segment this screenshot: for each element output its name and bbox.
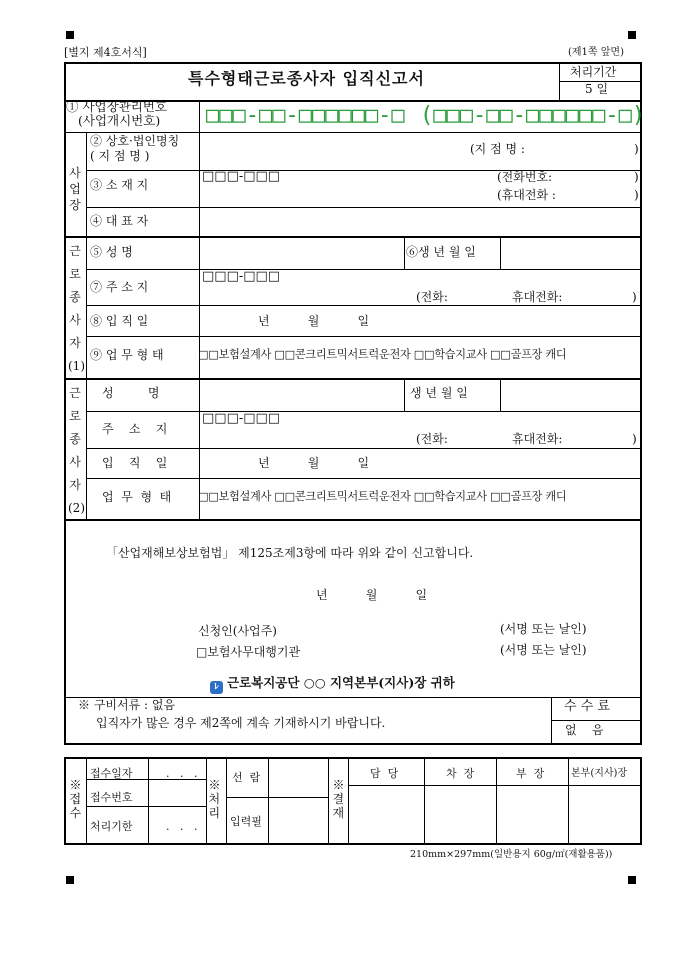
workplace-mobile-label: (휴대전화 : [497, 188, 556, 202]
addressee [210, 676, 455, 694]
approval-role-staff: 담 당 [370, 767, 399, 780]
approval-section-label: ※결재 [332, 778, 345, 820]
worker1-close: ) [632, 290, 637, 304]
deadline-label: 처리기한 [90, 820, 133, 833]
worker2-phone-label: (전화: [416, 432, 448, 446]
input-done-label: 입력필 [230, 815, 262, 828]
start-no-label: (사업개시번호) [78, 113, 161, 128]
worker2-address-label: 주 소 지 [102, 422, 168, 436]
declaration-date[interactable]: 년 월 일 [316, 588, 428, 602]
worker2-close: ) [632, 432, 637, 446]
receipt-no-label: 접수번호 [90, 791, 133, 804]
processing-section-label: ※처리 [208, 778, 221, 820]
corner-mark-bottom-right [628, 876, 636, 884]
worker2-mobile-label: 휴대전화: [512, 432, 563, 446]
workplace-side-label: 사업장 [69, 166, 81, 212]
worker2-side-label: 근로종사자(2) [68, 386, 85, 515]
workplace-mobile-close: ) [634, 188, 639, 202]
worker2-postal-boxes[interactable]: □□□-□□□ [202, 411, 281, 426]
worker1-phone-label: (전화: [416, 290, 448, 304]
worker2-type-label: 업 무 형 태 [102, 490, 172, 504]
address-label: ③ 소 재 지 [90, 178, 149, 192]
page-title: 특수형태근로종사자 입직신고서 [188, 69, 425, 88]
required-docs: ※ 구비서류 : 없음 [78, 698, 176, 712]
worker2-birth-label: 생 년 월 일 [410, 386, 468, 400]
worker1-type-options[interactable]: □□보험설계사 □□콘크리트믹서트럭운전자 □□학습지교사 □□골프장 캐디 [198, 348, 567, 361]
worker2-name-label: 성 명 [102, 386, 160, 400]
worker2-type-options[interactable]: □□보험설계사 □□콘크리트믹서트럭운전자 □□학습지교사 □□골프장 캐디 [198, 490, 567, 503]
branch-name-label: ( 지 점 명 ) [90, 149, 150, 163]
paper-spec: 210mm×297mm(일반용지 60g/㎡(재활용품)) [410, 849, 613, 860]
worker1-birth-label: ⑥생 년 월 일 [406, 245, 476, 259]
form-number: [별지 제4호서식] [64, 46, 147, 59]
receipt-date-label: 접수일자 [90, 767, 133, 780]
worker2-join-value[interactable]: 년 월 일 [258, 456, 370, 470]
representative-label: ④ 대 표 자 [90, 214, 149, 228]
worker1-address-label: ⑦ 주 소 지 [90, 280, 149, 294]
deadline-dots: . . . [166, 820, 198, 833]
receipt-section-label: ※접수 [69, 778, 82, 820]
branch-close: ) [634, 142, 639, 156]
worker1-side-label: 근로종사자(1) [68, 244, 85, 373]
branch-suffix: (지 점 명 : [470, 142, 525, 156]
agency-label[interactable]: □보험사무대행기관 [196, 645, 301, 659]
company-name-label: ② 상호·법인명칭 [90, 134, 180, 148]
processing-period-label: 처리기간 [570, 65, 617, 79]
start-no-boxes[interactable]: (□□□-□□-□□□□□□-□) [420, 103, 646, 128]
fee-value: 없 음 [565, 723, 604, 737]
worker2-join-label: 입 직 일 [102, 456, 168, 470]
worker1-join-label: ⑧ 입 직 일 [90, 314, 149, 328]
workplace-phone-label: (전화번호: [497, 170, 553, 184]
office-use-table [64, 757, 642, 845]
ledger-label: 선 람 [232, 771, 261, 784]
applicant-label: 신청인(사업주) [198, 624, 277, 638]
corner-mark-top-right [628, 31, 636, 39]
kcomwel-logo-icon: ﾚ [210, 681, 223, 694]
applicant-sign[interactable]: (서명 또는 날인) [500, 622, 587, 636]
approval-role-manager: 부 장 [516, 767, 545, 780]
mgmt-no-boxes[interactable]: □□□-□□-□□□□□□-□ [206, 103, 405, 128]
approval-role-deputy: 차 장 [446, 767, 475, 780]
worker1-name-label: ⑤ 성 명 [90, 245, 133, 259]
agency-sign[interactable]: (서명 또는 날인) [500, 643, 587, 657]
workplace-postal-boxes[interactable]: □□□-□□□ [202, 169, 281, 184]
corner-mark-bottom-left [66, 876, 74, 884]
worker1-mobile-label: 휴대전화: [512, 290, 563, 304]
worker1-join-value[interactable]: 년 월 일 [258, 314, 370, 328]
declaration-statement: 「산업재해보상보험법」 제125조제3항에 따라 위와 같이 신고합니다. [106, 546, 474, 560]
page-side: (제1쪽 앞면) [568, 47, 624, 58]
instruction-note: 입직자가 많은 경우 제2쪽에 계속 기재하시기 바랍니다. [96, 716, 386, 730]
mgmt-no-label: ① 사업장관리번호 [66, 99, 167, 114]
workplace-phone-close: ) [634, 170, 639, 184]
addressee-text: 근로복지공단 ○○ 지역본부(지사)장 귀하 [227, 675, 455, 690]
receipt-date-dots: . . . [166, 767, 198, 780]
worker1-postal-boxes[interactable]: □□□-□□□ [202, 269, 281, 284]
processing-period-value: 5 일 [585, 82, 609, 96]
approval-role-head: 본부(지사)장 [571, 768, 628, 779]
fee-label: 수 수 료 [564, 699, 610, 714]
worker1-type-label: ⑨ 업 무 형 태 [90, 348, 164, 362]
corner-mark-top-left [66, 31, 74, 39]
